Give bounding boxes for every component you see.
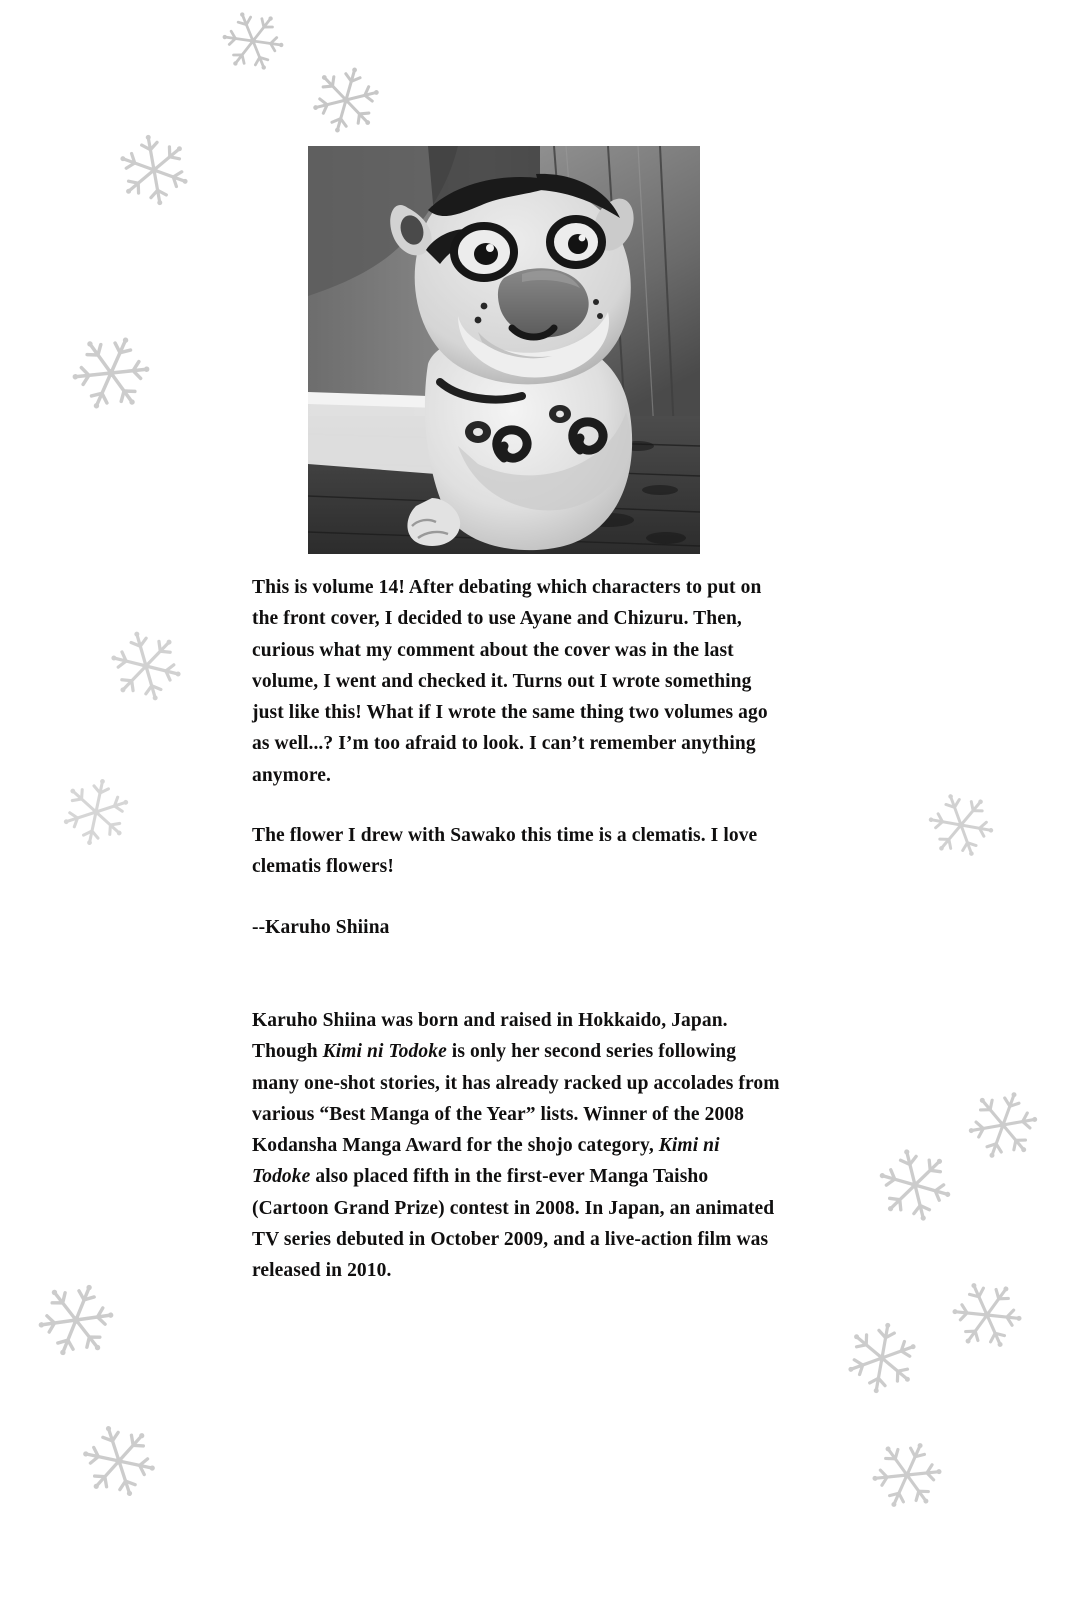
series-title-second: Kimi ni Todoke [252, 1135, 720, 1188]
tiger-figurine-photograph [308, 146, 700, 554]
author-note-paragraph-2: The flower I drew with Sawako this time is a clematis. I love clematis flowers! [252, 825, 758, 878]
author-signature: --Karuho Shiina [252, 916, 390, 938]
author-note-paragraph-1: This is volume 14! After debating which characters to put on the front cover, I decided to use Ayane and Chizuru. Then, curious what my comment about the cover was in the last volume, I went and checked it. Turns out I wrote something just like this! What if I wrote the same thing two volumes ago as well...? I’m too afraid to look. I can’t remember anything anymore. [252, 577, 768, 786]
snowflake-icon [869, 1139, 961, 1231]
snowflake-icon [949, 1277, 1026, 1354]
snowflake-icon [108, 124, 200, 216]
snowflake-icon [305, 59, 387, 141]
bio-text-part-3: also placed fifth in the first-ever Manga Taisho (Cartoon Grand Prize) contest in 2008. In Japan, an animated TV series debuted in October 2009, and a live-action film was released in 2010. [252, 1166, 775, 1282]
snowflake-icon [33, 1277, 119, 1363]
snowflake-icon [75, 1417, 163, 1505]
snowflake-icon [68, 330, 154, 416]
snowflake-icon [102, 622, 189, 709]
bio-text-part-2: is only her second series following many one-shot stories, it has already racked up accolades from various “Best Manga of the Year” lists. Winner of the 2008 Kodansha Manga Award for the shojo category, [252, 1041, 780, 1157]
snowflake-icon [923, 787, 999, 863]
snowflake-icon [53, 769, 139, 855]
snowflake-icon [836, 1312, 928, 1404]
page-text-column [252, 572, 782, 1287]
snowflake-icon [962, 1084, 1043, 1165]
snowflake-icon [218, 6, 288, 76]
bio-text-part-1: Karuho Shiina was born and raised in Hokkaido, Japan. Though [252, 1009, 728, 1063]
snowflake-icon [869, 1437, 946, 1514]
author-biography [252, 1005, 782, 1287]
series-title-first: Kimi ni Todoke [322, 1041, 447, 1063]
